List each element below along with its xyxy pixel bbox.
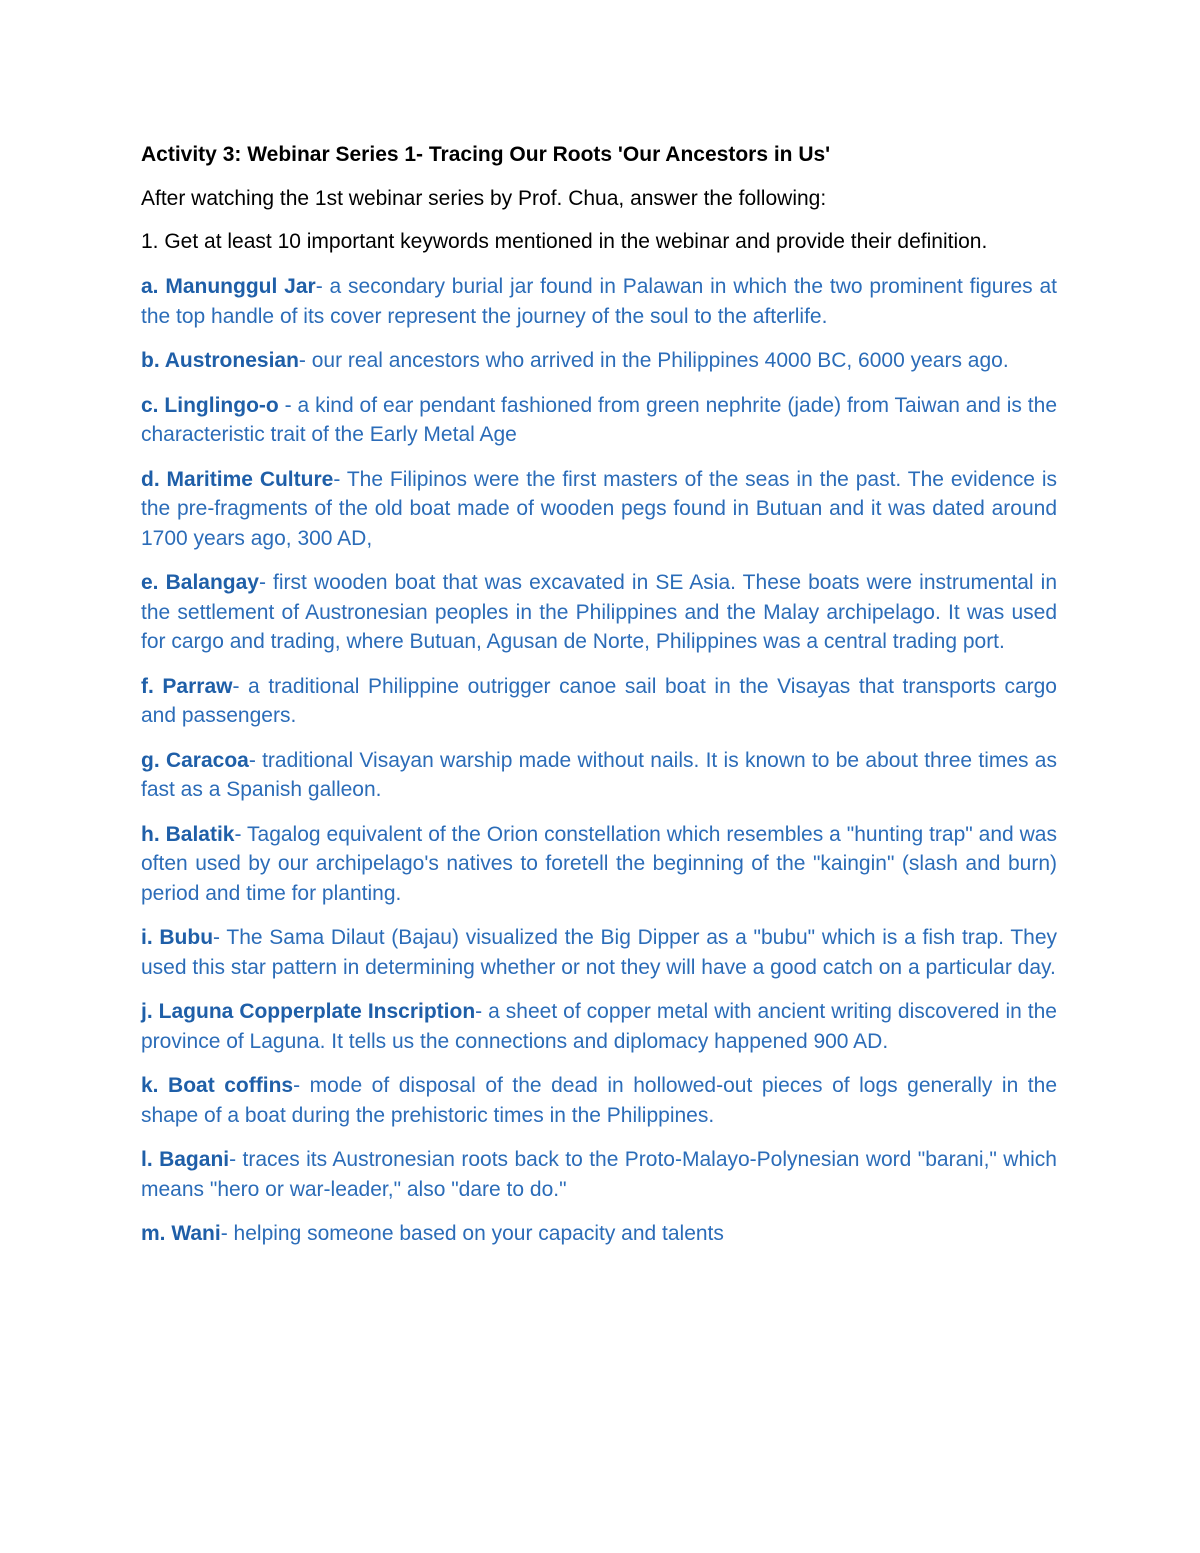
keyword-entry-j	[141, 997, 1057, 1056]
keyword-definition: - traditional Visayan warship made without nails. It is known to be about three times as fast as a Spanish galleon.	[141, 748, 1057, 801]
keyword-term: e. Balangay	[141, 571, 259, 594]
keyword-entry-e	[141, 568, 1057, 657]
keyword-term: k. Boat coffins	[141, 1074, 294, 1097]
keyword-definition: - traces its Austronesian roots back to the Proto-Malayo-Polynesian word "barani," which means "hero or war-leader," also "dare to do."	[141, 1148, 1057, 1201]
keyword-term: d. Maritime Culture	[141, 467, 334, 491]
keyword-definition: - a sheet of copper metal with ancient writing discovered in the province of Laguna. It tells us the connections and diplomacy happened 900 AD.	[141, 1000, 1057, 1053]
keyword-entry-c	[141, 391, 1057, 450]
keyword-term: g. Caracoa	[141, 748, 249, 772]
keyword-entry-d	[141, 465, 1057, 554]
keyword-definition: - Tagalog equivalent of the Orion constellation which resembles a "hunting trap" and was often used by our archipelago's natives to foretell the beginning of the "kaingin" (slash and burn) period and time for planting.	[141, 822, 1057, 905]
keyword-entry-k	[141, 1071, 1057, 1130]
keyword-term: c. Linglingo-o	[141, 393, 279, 417]
keyword-term: j. Laguna Copperplate Inscription	[141, 1000, 476, 1023]
keyword-definition: - a secondary burial jar found in Palawan in which the two prominent figures at the top handle of its cover represent the journey of the soul to the afterlife.	[141, 275, 1057, 328]
keyword-definition: - a traditional Philippine outrigger canoe sail boat in the Visayas that transports cargo and passengers.	[141, 674, 1057, 727]
keyword-entry-i	[141, 923, 1057, 982]
keyword-entry-m	[141, 1219, 1057, 1249]
keyword-term: i. Bubu	[141, 926, 214, 949]
keyword-definition: - first wooden boat that was excavated in SE Asia. These boats were instrumental in the settlement of Austronesian peoples in the Philippines and the Malay archipelago. It was used for cargo and trading, where Butuan, Agusan de Norte, Philippines was a central trading port.	[141, 571, 1057, 653]
keyword-term: a. Manunggul Jar	[141, 275, 316, 298]
keyword-term: b. Austronesian	[141, 349, 299, 372]
keyword-definition: - The Sama Dilaut (Bajau) visualized the Big Dipper as a "bubu" which is a fish trap. They used this star pattern in determining whether or not they will have a good catch on a particular day.	[141, 926, 1058, 979]
keyword-definition: - mode of disposal of the dead in hollowed-out pieces of logs generally in the shape of a boat during the prehistoric times in the Philippines.	[141, 1074, 1057, 1127]
keyword-entry-f	[141, 672, 1057, 731]
question-text: 1. Get at least 10 important keywords mentioned in the webinar and provide their definition.	[141, 230, 988, 253]
keyword-entry-h	[141, 820, 1057, 909]
keyword-entry-a	[141, 272, 1057, 331]
keyword-list	[141, 272, 1057, 1249]
keyword-term: m. Wani	[141, 1222, 221, 1245]
keyword-entry-l	[141, 1145, 1057, 1204]
keyword-term: f. Parraw	[141, 674, 233, 698]
intro-text: After watching the 1st webinar series by Prof. Chua, answer the following:	[141, 187, 827, 210]
keyword-entry-g	[141, 746, 1057, 805]
keyword-term: h. Balatik	[141, 822, 235, 846]
keyword-entry-b	[141, 346, 1057, 376]
document-page	[141, 140, 1057, 1264]
keyword-definition: - helping someone based on your capacity and talents	[220, 1222, 724, 1245]
keyword-definition: - The Filipinos were the first masters of the seas in the past. The evidence is the pre-fragments of the old boat made of wooden pegs found in Butuan and it was dated around 1700 years ago, 300 AD,	[141, 467, 1057, 550]
keyword-term: l. Bagani	[141, 1148, 230, 1171]
keyword-definition: - our real ancestors who arrived in the Philippines 4000 BC, 6000 years ago.	[298, 349, 1009, 372]
document-title: Activity 3: Webinar Series 1- Tracing Our Roots 'Our Ancestors in Us'	[141, 143, 831, 166]
keyword-definition: - a kind of ear pendant fashioned from green nephrite (jade) from Taiwan and is the characteristic trait of the Early Metal Age	[141, 393, 1057, 446]
